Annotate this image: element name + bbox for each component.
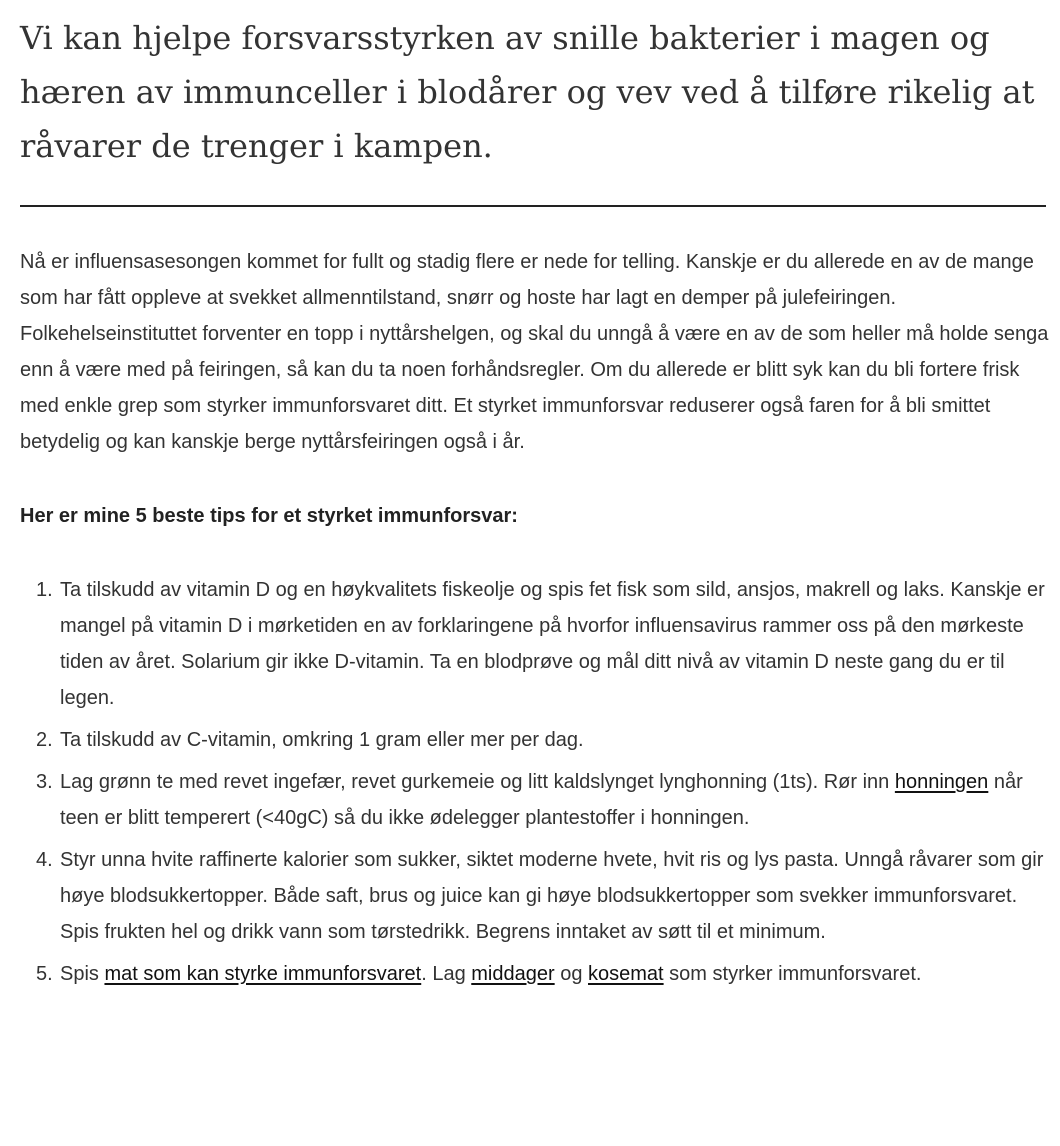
tip-number: 1. [36,579,53,601]
tip-text: Lag grønn te med revet ingefær, revet gurkemeie og litt kaldslynget lynghonning (1ts). Rør inn [60,771,895,793]
article [20,0,1050,998]
tip-text: Ta tilskudd av C-vitamin, omkring 1 gram eller mer per dag. [60,729,584,751]
dinners-link[interactable]: middager [471,963,555,985]
tip-text: og [554,963,589,985]
tip-text: når teen er blitt temperert (<40gC) så du ikke ødelegger plantestoffer i honningen. [60,771,1023,829]
tip-text: Spis [60,963,105,985]
immune-food-link[interactable]: mat som kan styrke immunforsvaret [104,963,422,985]
tip-text: som styrker immunforsvaret. [663,963,922,985]
tip-number: 4. [36,849,53,871]
tip-text: Styr unna hvite raffinerte kalorier som sukker, siktet moderne hvete, hvit ris og lys pasta. Unngå råvarer som gir høye blodsukkertopper. Både saft, brus og juice kan gi høye blodsukkertopper som svekker immunforsvaret. Spis frukten hel og drikk vann som tørstedrikk. Begrens inntaket av søtt til et minimum. [60,849,1044,943]
tip-number: 5. [36,963,53,985]
tip-item [36,764,1050,836]
tip-item [36,956,1050,992]
tip-item [36,572,1050,716]
tips-list [20,572,1050,992]
tip-item [36,842,1050,950]
tips-heading: Her er mine 5 beste tips for et styrket immunforsvar: [20,505,518,527]
divider [20,205,1046,207]
tip-text: Ta tilskudd av vitamin D og en høykvalitets fiskeolje og spis fet fisk som sild, ansjos, makrell og laks. Kanskje er mangel på vitamin D i mørketiden en av forklaringene på hvorfor influensavirus rammer oss på den mørkeste tiden av året. Solarium gir ikke D-vitamin. Ta en blodprøve og mål ditt nivå av vitamin D neste gang du er til legen. [60,579,1045,709]
tip-number: 3. [36,771,53,793]
tip-number: 2. [36,729,53,751]
intro-paragraph: Nå er influensasesongen kommet for fullt og stadig flere er nede for telling. Kanskje er du allerede en av de mange som har fått oppleve at svekket allmenntilstand, snørr og hoste har lagt en demper på julefeiringen. Folkehelseinstituttet forventer en topp i nyttårshelgen, og skal du unngå å være en av de som heller må holde senga enn å være med på feiringen, så kan du ta noen forhåndsregler. Om du allerede er blitt syk kan du bli fortere frisk med enkle grep som styrker immunforsvaret ditt. Et styrket immunforsvar reduserer også faren for å bli smittet betydelig og kan kanskje berge nyttårsfeiringen også i år. [20,251,1049,453]
comfort-food-link[interactable]: kosemat [588,963,664,985]
tip-item [36,722,1050,758]
honey-link[interactable]: honningen [894,771,989,793]
tip-text: . Lag [421,963,472,985]
article-headline: Vi kan hjelpe forsvarsstyrken av snille bakterier i magen og hæren av immunceller i blodårer og vev ved å tilføre rikelig at råvarer de trenger i kampen. [20,19,1035,165]
